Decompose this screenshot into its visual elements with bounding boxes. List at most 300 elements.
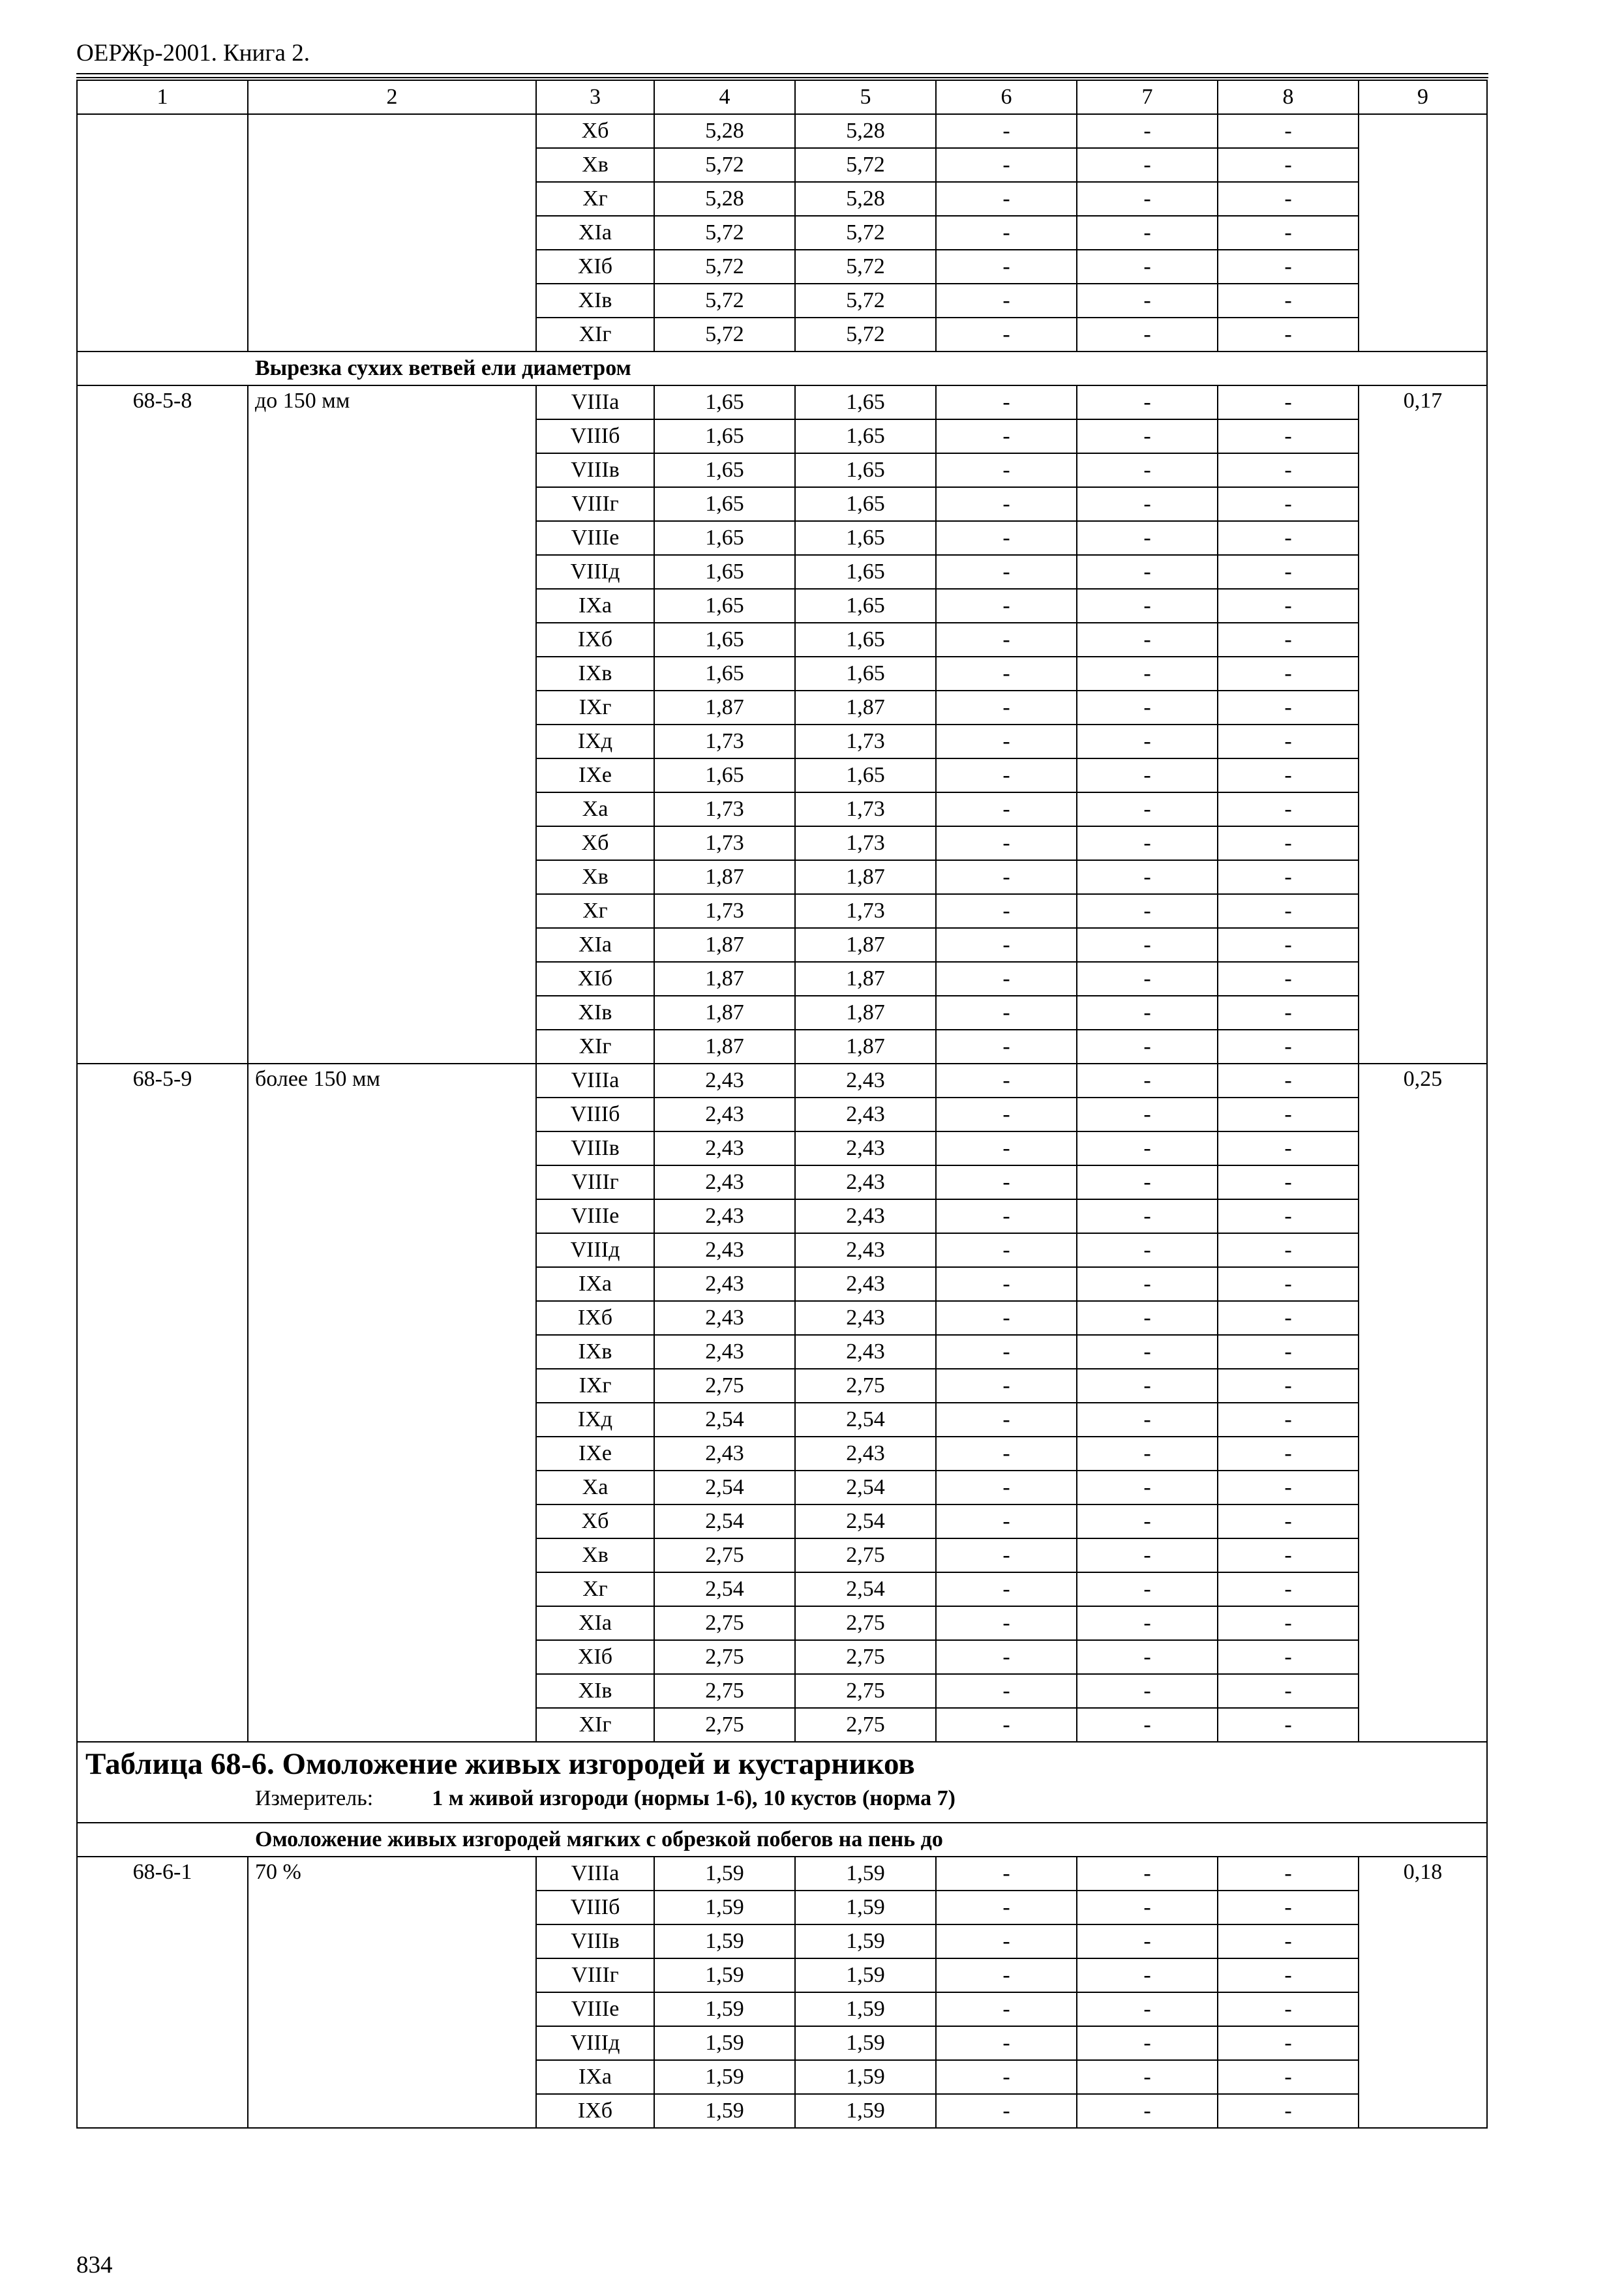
- table-cell: -: [936, 318, 1077, 352]
- table-cell: VIIIд: [536, 1233, 654, 1267]
- table-cell: -: [1077, 1267, 1218, 1301]
- table-cell: -: [1077, 657, 1218, 691]
- table-cell: -: [1218, 758, 1359, 792]
- table-cell: 2,43: [654, 1437, 795, 1471]
- table-cell: -: [1077, 589, 1218, 623]
- table-cell: 1,65: [654, 657, 795, 691]
- table-cell: VIIIв: [536, 1131, 654, 1165]
- table-cell: IXе: [536, 758, 654, 792]
- table-cell: IXг: [536, 1369, 654, 1403]
- table-cell: -: [1218, 1199, 1359, 1233]
- table-cell: -: [1218, 114, 1359, 148]
- table-cell: -: [1077, 1992, 1218, 2026]
- table-cell: XIг: [536, 1030, 654, 1064]
- table-cell: 1,59: [795, 2060, 936, 2094]
- norm-code: 68-5-9: [77, 1064, 248, 1742]
- table-cell: -: [936, 1165, 1077, 1199]
- table-cell: -: [1077, 1369, 1218, 1403]
- table-cell: 1,87: [795, 928, 936, 962]
- section-heading: Омоложение живых изгородей мягких с обрезкой побегов на пень до: [77, 1823, 1487, 1857]
- table-cell: 1,65: [795, 385, 936, 419]
- page-header: ОЕРЖр-2001. Книга 2.: [76, 40, 310, 67]
- table-cell: 2,54: [654, 1403, 795, 1437]
- table-cell: -: [1077, 1708, 1218, 1742]
- table-cell: -: [1077, 1098, 1218, 1131]
- table-cell: 1,65: [654, 521, 795, 555]
- table-cell: 5,72: [795, 318, 936, 352]
- table-cell: -: [936, 453, 1077, 487]
- table-cell: -: [1077, 623, 1218, 657]
- table-cell: -: [1218, 1606, 1359, 1640]
- table-cell: -: [1218, 250, 1359, 284]
- table-cell: 1,59: [654, 1958, 795, 1992]
- table-cell: -: [1218, 148, 1359, 182]
- table-cell: 5,72: [795, 250, 936, 284]
- table-cell: -: [1077, 1199, 1218, 1233]
- table-cell: -: [1218, 962, 1359, 996]
- table-cell: VIIIг: [536, 1958, 654, 1992]
- table-cell: XIв: [536, 996, 654, 1030]
- table-cell: -: [1218, 1030, 1359, 1064]
- table-cell: -: [1077, 1504, 1218, 1538]
- table-cell: 1,65: [654, 555, 795, 589]
- table-cell: -: [1218, 792, 1359, 826]
- table-cell: -: [936, 1199, 1077, 1233]
- table-cell: 1,59: [654, 2026, 795, 2060]
- table-cell: -: [1218, 453, 1359, 487]
- table-cell: 1,87: [654, 691, 795, 725]
- table-cell: -: [1218, 1958, 1359, 1992]
- table-cell: VIIIв: [536, 453, 654, 487]
- table-cell: -: [936, 1301, 1077, 1335]
- table-cell: 2,75: [654, 1674, 795, 1708]
- table-cell: 1,65: [795, 521, 936, 555]
- table-cell: Хб: [536, 826, 654, 860]
- table-cell: 1,87: [654, 996, 795, 1030]
- table-cell: -: [1077, 691, 1218, 725]
- table-cell: VIIIе: [536, 1199, 654, 1233]
- table-cell: 1,73: [654, 792, 795, 826]
- table-cell: 5,72: [795, 148, 936, 182]
- table-row: [77, 1857, 1487, 1891]
- table-cell: 5,72: [654, 148, 795, 182]
- table-cell: 2,75: [795, 1606, 936, 1640]
- table-cell: -: [936, 623, 1077, 657]
- table-cell: 1,87: [795, 996, 936, 1030]
- table-cell: 1,59: [795, 1992, 936, 2026]
- table-cell: -: [936, 1233, 1077, 1267]
- norm-col9: 0,25: [1359, 1064, 1487, 1742]
- column-number: 4: [654, 80, 795, 114]
- table-cell: -: [936, 419, 1077, 453]
- table-cell: IXб: [536, 623, 654, 657]
- table-cell: VIIIа: [536, 385, 654, 419]
- table-cell: -: [936, 1640, 1077, 1674]
- table-title-block: [77, 1742, 1487, 1823]
- table-cell: 1,87: [795, 1030, 936, 1064]
- table-cell: -: [1218, 385, 1359, 419]
- table-cell: IXд: [536, 725, 654, 758]
- table-cell: XIа: [536, 1606, 654, 1640]
- table-cell: -: [936, 860, 1077, 894]
- table-cell: 5,72: [795, 216, 936, 250]
- table-cell: -: [1218, 1369, 1359, 1403]
- table-cell: Хг: [536, 1572, 654, 1606]
- table-cell: 1,65: [795, 589, 936, 623]
- table-cell: Ха: [536, 1471, 654, 1504]
- table-cell: -: [936, 216, 1077, 250]
- table-cell: -: [1077, 385, 1218, 419]
- table-cell: -: [1077, 1030, 1218, 1064]
- table-cell: -: [1077, 1165, 1218, 1199]
- table-cell: 2,43: [795, 1064, 936, 1098]
- table-cell: 2,54: [795, 1403, 936, 1437]
- section-row: [77, 1823, 1487, 1857]
- table-cell: IXа: [536, 2060, 654, 2094]
- table-cell: -: [936, 1606, 1077, 1640]
- table-cell: 2,43: [795, 1165, 936, 1199]
- table-cell: 1,73: [654, 894, 795, 928]
- table-cell: 2,43: [654, 1233, 795, 1267]
- table-cell: -: [936, 2026, 1077, 2060]
- table-cell: -: [1077, 318, 1218, 352]
- page-number: 834: [76, 2252, 113, 2279]
- table-cell: -: [936, 284, 1077, 318]
- table-cell: XIа: [536, 216, 654, 250]
- table-cell: 1,73: [654, 725, 795, 758]
- table-cell: 5,28: [654, 182, 795, 216]
- table-cell: -: [936, 1335, 1077, 1369]
- table-cell: VIIIб: [536, 419, 654, 453]
- table-cell: -: [1077, 1891, 1218, 1924]
- table-cell: 2,43: [795, 1199, 936, 1233]
- table-cell: -: [936, 148, 1077, 182]
- column-number: 5: [795, 80, 936, 114]
- table-cell: 1,65: [795, 555, 936, 589]
- table-cell: 2,43: [795, 1233, 936, 1267]
- table-cell: -: [1218, 1504, 1359, 1538]
- table-cell: -: [936, 1504, 1077, 1538]
- table-cell: 1,73: [654, 826, 795, 860]
- norm-description: 70 %: [248, 1857, 536, 2128]
- norm-code: 68-5-8: [77, 385, 248, 1064]
- table-cell: VIIIв: [536, 1924, 654, 1958]
- table-cell: IXб: [536, 2094, 654, 2128]
- table-body: [77, 80, 1487, 2128]
- table-cell: -: [1077, 487, 1218, 521]
- table-cell: VIIIд: [536, 2026, 654, 2060]
- table-row: [77, 1064, 1487, 1098]
- column-number-row: [77, 80, 1487, 114]
- table-cell: 1,87: [795, 962, 936, 996]
- table-cell: -: [1218, 1471, 1359, 1504]
- table-cell: -: [1077, 1958, 1218, 1992]
- table-cell: VIIIг: [536, 487, 654, 521]
- table-cell: 2,43: [654, 1064, 795, 1098]
- table-cell: 1,59: [654, 2094, 795, 2128]
- table-cell: -: [1077, 216, 1218, 250]
- table-cell: -: [1218, 623, 1359, 657]
- table-cell: -: [936, 1030, 1077, 1064]
- table-cell: -: [936, 996, 1077, 1030]
- table-cell: -: [1077, 1674, 1218, 1708]
- table-cell: 1,65: [654, 487, 795, 521]
- header-rule: [76, 73, 1488, 74]
- table-cell: -: [936, 792, 1077, 826]
- table-cell: 1,65: [654, 758, 795, 792]
- table-cell: VIIIе: [536, 521, 654, 555]
- norms-table: [76, 80, 1488, 2129]
- table-cell: -: [1218, 1165, 1359, 1199]
- table-cell: -: [1077, 1857, 1218, 1891]
- table-cell: -: [1218, 928, 1359, 962]
- table-cell: 1,59: [795, 1891, 936, 1924]
- table-cell: -: [1077, 1471, 1218, 1504]
- table-cell: -: [1218, 419, 1359, 453]
- table-cell: 1,73: [795, 894, 936, 928]
- table-cell: -: [936, 1267, 1077, 1301]
- table-cell: -: [1218, 1064, 1359, 1098]
- table-cell: IXг: [536, 691, 654, 725]
- table-cell: Хг: [536, 182, 654, 216]
- table-cell: -: [936, 928, 1077, 962]
- column-number: 2: [248, 80, 536, 114]
- table-cell: -: [1077, 1606, 1218, 1640]
- table-cell: 1,65: [795, 623, 936, 657]
- column-number: 8: [1218, 80, 1359, 114]
- table-cell: 5,72: [654, 318, 795, 352]
- table-cell: -: [1218, 1891, 1359, 1924]
- table-cell: -: [1077, 453, 1218, 487]
- table-cell: -: [936, 385, 1077, 419]
- table-cell: VIIIа: [536, 1064, 654, 1098]
- measure-value: 1 м живой изгороди (нормы 1-6), 10 кустов (норма 7): [432, 1786, 956, 1810]
- table-cell: VIIIа: [536, 1857, 654, 1891]
- table-cell: -: [1218, 1233, 1359, 1267]
- table-cell: -: [936, 1538, 1077, 1572]
- table-cell: -: [936, 1958, 1077, 1992]
- table-cell: 2,54: [795, 1471, 936, 1504]
- table-cell: -: [1218, 996, 1359, 1030]
- table-cell: -: [1077, 148, 1218, 182]
- table-cell: 5,72: [654, 216, 795, 250]
- table-cell: -: [1077, 284, 1218, 318]
- table-cell: 1,59: [654, 1891, 795, 1924]
- table-cell: 2,54: [654, 1471, 795, 1504]
- table-cell: -: [1218, 1437, 1359, 1471]
- table-cell: XIа: [536, 928, 654, 962]
- table-cell: XIв: [536, 284, 654, 318]
- table-cell: 5,28: [795, 114, 936, 148]
- table-cell: VIIIг: [536, 1165, 654, 1199]
- table-cell: -: [1077, 2060, 1218, 2094]
- table-cell: -: [1077, 521, 1218, 555]
- table-cell: 1,87: [654, 962, 795, 996]
- table-cell: Хб: [536, 114, 654, 148]
- table-cell: 2,54: [654, 1504, 795, 1538]
- table-cell: 2,43: [795, 1267, 936, 1301]
- table-cell: -: [1077, 792, 1218, 826]
- table-cell: XIв: [536, 1674, 654, 1708]
- table-cell: 2,75: [795, 1538, 936, 1572]
- table-cell: -: [1077, 1437, 1218, 1471]
- table-cell: -: [936, 250, 1077, 284]
- table-cell: -: [1077, 250, 1218, 284]
- table-cell: -: [1077, 860, 1218, 894]
- table-cell: -: [936, 1674, 1077, 1708]
- norm-description: [248, 114, 536, 352]
- table-cell: -: [1218, 1674, 1359, 1708]
- table-cell: -: [1077, 928, 1218, 962]
- table-cell: 5,28: [654, 114, 795, 148]
- table-cell: IXе: [536, 1437, 654, 1471]
- table-cell: 2,54: [654, 1572, 795, 1606]
- table-cell: -: [936, 894, 1077, 928]
- table-cell: -: [936, 1098, 1077, 1131]
- table-cell: -: [936, 657, 1077, 691]
- table-cell: -: [1218, 284, 1359, 318]
- table-cell: -: [1077, 725, 1218, 758]
- table-cell: -: [1218, 1640, 1359, 1674]
- table-cell: -: [1077, 419, 1218, 453]
- table-cell: -: [1218, 657, 1359, 691]
- table-cell: 1,59: [795, 2026, 936, 2060]
- table-cell: -: [1218, 894, 1359, 928]
- table-row: [77, 114, 1487, 148]
- table-cell: 5,72: [795, 284, 936, 318]
- table-cell: -: [1218, 521, 1359, 555]
- table-cell: 1,65: [654, 385, 795, 419]
- table-cell: 5,72: [654, 250, 795, 284]
- table-cell: 1,59: [654, 1857, 795, 1891]
- table-cell: 2,75: [654, 1606, 795, 1640]
- table-cell: IXв: [536, 657, 654, 691]
- table-cell: 1,65: [654, 623, 795, 657]
- table-cell: -: [936, 1437, 1077, 1471]
- table-cell: -: [1077, 1301, 1218, 1335]
- table-cell: -: [1218, 555, 1359, 589]
- table-cell: 1,73: [795, 792, 936, 826]
- table-cell: -: [1077, 1335, 1218, 1369]
- table-cell: 2,54: [795, 1504, 936, 1538]
- table-cell: -: [1077, 1233, 1218, 1267]
- table-cell: Хв: [536, 148, 654, 182]
- section-row: [77, 352, 1487, 385]
- table-cell: -: [936, 1924, 1077, 1958]
- table-cell: -: [936, 521, 1077, 555]
- table-cell: 2,43: [654, 1131, 795, 1165]
- table-cell: 2,75: [654, 1369, 795, 1403]
- table-cell: 2,54: [795, 1572, 936, 1606]
- table-cell: 2,75: [795, 1640, 936, 1674]
- table-cell: -: [1077, 962, 1218, 996]
- section-heading: Вырезка сухих ветвей ели диаметром: [77, 352, 1487, 385]
- table-cell: 2,75: [795, 1674, 936, 1708]
- table-cell: 1,59: [795, 1857, 936, 1891]
- norm-col9: [1359, 114, 1487, 352]
- table-cell: IXд: [536, 1403, 654, 1437]
- table-cell: 2,75: [795, 1708, 936, 1742]
- table-title-row: [77, 1742, 1487, 1823]
- table-cell: -: [1077, 996, 1218, 1030]
- table-cell: VIIIб: [536, 1098, 654, 1131]
- table-cell: VIIIд: [536, 555, 654, 589]
- table-cell: Хв: [536, 860, 654, 894]
- table-cell: XIб: [536, 962, 654, 996]
- table-cell: -: [1218, 1335, 1359, 1369]
- table-cell: 2,43: [795, 1098, 936, 1131]
- table-cell: -: [1218, 487, 1359, 521]
- table-cell: 2,43: [795, 1301, 936, 1335]
- table-cell: -: [1077, 1403, 1218, 1437]
- table-cell: -: [936, 555, 1077, 589]
- table-cell: -: [1218, 725, 1359, 758]
- table-cell: 2,43: [654, 1165, 795, 1199]
- table-cell: VIIIб: [536, 1891, 654, 1924]
- table-cell: 1,59: [795, 1924, 936, 1958]
- column-number: 3: [536, 80, 654, 114]
- norm-description: более 150 мм: [248, 1064, 536, 1742]
- table-cell: 2,43: [795, 1131, 936, 1165]
- table-cell: -: [1218, 1098, 1359, 1131]
- table-cell: -: [1218, 216, 1359, 250]
- table-cell: 1,87: [795, 860, 936, 894]
- table-cell: -: [936, 2060, 1077, 2094]
- table-cell: -: [1218, 1267, 1359, 1301]
- table-cell: 1,73: [795, 826, 936, 860]
- header-rule: [76, 77, 1488, 78]
- table-cell: -: [1218, 1857, 1359, 1891]
- table-cell: -: [936, 1369, 1077, 1403]
- table-cell: -: [936, 826, 1077, 860]
- table-cell: VIIIе: [536, 1992, 654, 2026]
- table-cell: -: [1218, 318, 1359, 352]
- norm-description: до 150 мм: [248, 385, 536, 1064]
- norm-col9: 0,18: [1359, 1857, 1487, 2128]
- table-cell: 1,87: [795, 691, 936, 725]
- table-cell: IXб: [536, 1301, 654, 1335]
- norms-table-wrapper: [76, 80, 1486, 2129]
- column-number: 9: [1359, 80, 1487, 114]
- table-cell: -: [1077, 555, 1218, 589]
- table-cell: -: [936, 1471, 1077, 1504]
- table-cell: -: [1077, 894, 1218, 928]
- table-cell: 2,75: [654, 1708, 795, 1742]
- table-cell: 2,75: [654, 1538, 795, 1572]
- table-cell: 1,59: [654, 1924, 795, 1958]
- table-cell: -: [936, 1891, 1077, 1924]
- table-cell: -: [1077, 758, 1218, 792]
- table-cell: -: [1218, 1538, 1359, 1572]
- table-cell: -: [1077, 1064, 1218, 1098]
- table-cell: -: [1218, 2026, 1359, 2060]
- table-cell: 2,75: [654, 1640, 795, 1674]
- table-cell: -: [936, 114, 1077, 148]
- table-cell: XIг: [536, 1708, 654, 1742]
- table-cell: -: [1077, 1572, 1218, 1606]
- measure-label: Измеритель:: [255, 1786, 374, 1810]
- table-cell: 2,43: [654, 1335, 795, 1369]
- table-cell: -: [1218, 860, 1359, 894]
- column-number: 1: [77, 80, 248, 114]
- table-cell: 1,65: [795, 419, 936, 453]
- table-cell: XIб: [536, 1640, 654, 1674]
- table-cell: -: [1218, 1301, 1359, 1335]
- table-cell: -: [1077, 1131, 1218, 1165]
- table-row: [77, 385, 1487, 419]
- table-cell: IXа: [536, 589, 654, 623]
- table-cell: 1,87: [654, 860, 795, 894]
